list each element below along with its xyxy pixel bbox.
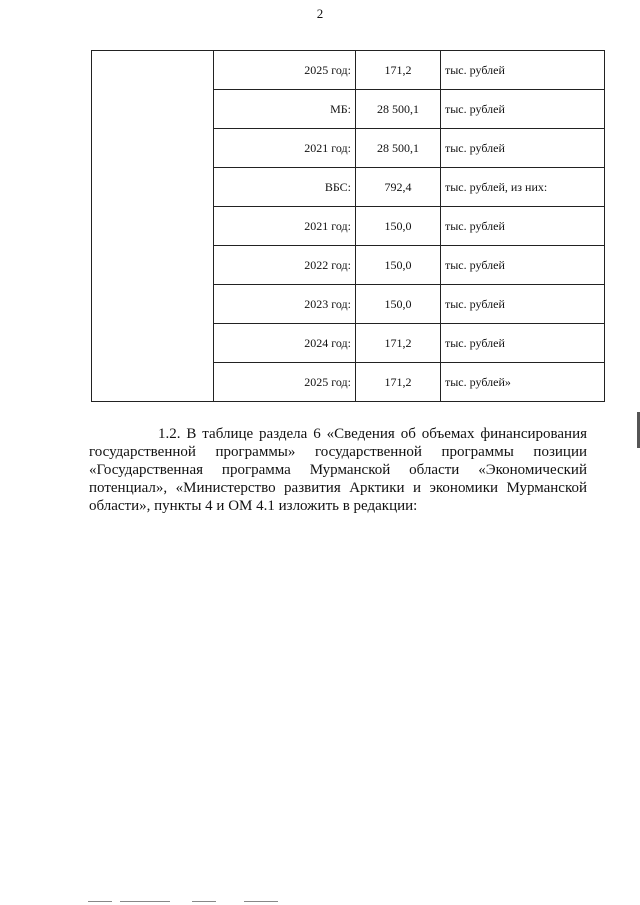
row-unit: тыс. рублей»	[441, 363, 605, 402]
row-label: ВБС:	[214, 168, 356, 207]
row-label: 2024 год:	[214, 324, 356, 363]
row-label: 2025 год:	[214, 363, 356, 402]
row-label: 2021 год:	[214, 207, 356, 246]
amendment-paragraph: 1.2. В таблице раздела 6 «Сведения об объемах финансирования государственной программы» государственной программы позиции «Государственная программа Мурманской области «Экономический потенциал», «Министерство развития Арктики и экономики Мурманской области», пункты 4 и ОМ 4.1 изложить в редакции:	[89, 426, 587, 514]
row-value: 792,4	[356, 168, 441, 207]
row-value: 171,2	[356, 324, 441, 363]
row-unit: тыс. рублей	[441, 285, 605, 324]
row-label: 2025 год:	[214, 51, 356, 90]
row-unit: тыс. рублей	[441, 90, 605, 129]
row-value: 150,0	[356, 207, 441, 246]
row-value: 150,0	[356, 285, 441, 324]
row-label: 2022 год:	[214, 246, 356, 285]
row-unit: тыс. рублей	[441, 129, 605, 168]
page-number: 2	[316, 6, 324, 21]
row-label: 2021 год:	[214, 129, 356, 168]
row-unit: тыс. рублей, из них:	[441, 168, 605, 207]
row-value: 28 500,1	[356, 129, 441, 168]
row-label: МБ:	[214, 90, 356, 129]
row-unit: тыс. рублей	[441, 324, 605, 363]
row-label: 2023 год:	[214, 285, 356, 324]
table-row	[92, 51, 605, 90]
row-unit: тыс. рублей	[441, 207, 605, 246]
merged-empty-cell	[92, 51, 214, 402]
footer-scan-marks	[88, 901, 288, 903]
row-unit: тыс. рублей	[441, 246, 605, 285]
row-unit: тыс. рублей	[441, 51, 605, 90]
row-value: 171,2	[356, 363, 441, 402]
row-value: 28 500,1	[356, 90, 441, 129]
financing-table	[91, 50, 605, 402]
row-value: 171,2	[356, 51, 441, 90]
row-value: 150,0	[356, 246, 441, 285]
